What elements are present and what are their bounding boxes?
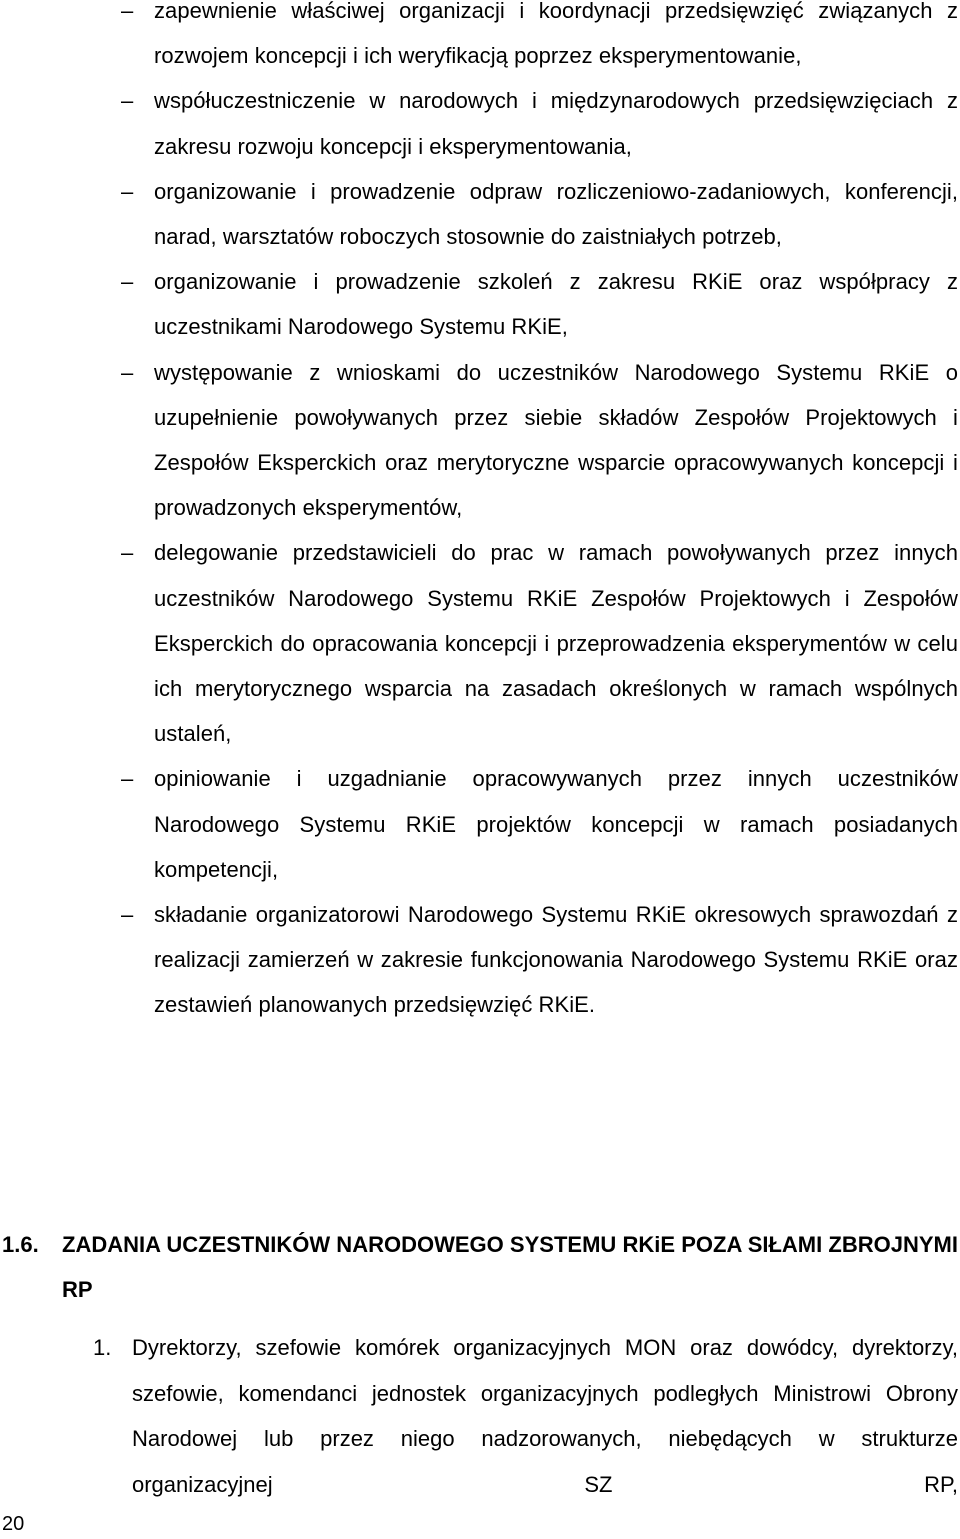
numbered-list-item-text: Dyrektorzy, szefowie komórek organizacyjnych MON oraz dowódcy, dyrektorzy, szefowie, komendanci jednostek organizacyjnych podległych Ministrowi Obrony Narodowej lub przez niego nadzorowanych, niebędących w strukturze organizacyjnej SZ RP, — [132, 1335, 958, 1497]
dash-marker: – — [121, 178, 134, 204]
list-item — [0, 756, 960, 892]
list-item — [0, 892, 960, 1028]
dash-marker: – — [121, 88, 134, 114]
list-item — [0, 169, 960, 259]
list-number: 1. — [93, 1335, 112, 1360]
section-heading — [0, 1222, 958, 1312]
dash-marker: – — [121, 902, 134, 928]
list-item-text: współuczestniczenie w narodowych i międzynarodowych przedsięwzięciach z zakresu rozwoju koncepcji i eksperymentowania, — [154, 88, 958, 159]
dash-marker: – — [121, 269, 134, 295]
page-number: 20 — [2, 1513, 25, 1535]
section-number: 1.6. — [2, 1232, 39, 1257]
list-item — [0, 259, 960, 349]
list-item — [0, 530, 960, 756]
list-item-text: występowanie z wnioskami do uczestników Narodowego Systemu RKiE o uzupełnienie powoływanych przez siebie składów Zespołów Projektowych i Zespołów Eksperckich oraz merytoryczne wsparcie opracowywanych koncepcji i prowadzonych eksperymentów, — [154, 359, 958, 521]
numbered-list — [0, 1325, 958, 1507]
list-item — [0, 78, 960, 168]
dash-marker: – — [121, 766, 134, 792]
list-item — [0, 350, 960, 531]
list-item-text: zapewnienie właściwej organizacji i koordynacji przedsięwzięć związanych z rozwojem koncepcji i ich weryfikacją poprzez eksperymentowanie, — [154, 0, 958, 69]
list-item-text: organizowanie i prowadzenie szkoleń z zakresu RKiE oraz współpracy z uczestnikami Narodowego Systemu RKiE, — [154, 269, 958, 340]
dash-marker: – — [121, 359, 134, 385]
numbered-list-item — [0, 1325, 958, 1507]
list-item-text: organizowanie i prowadzenie odpraw rozliczeniowo-zadaniowych, konferencji, narad, warsztatów roboczych stosownie do zaistniałych potrzeb, — [154, 178, 958, 250]
section-title: ZADANIA UCZESTNIKÓW NARODOWEGO SYSTEMU RKiE POZA SIŁAMI ZBROJNYMI RP — [62, 1232, 958, 1302]
list-item-text: delegowanie przedstawicieli do prac w ramach powoływanych przez innych uczestników Narodowego Systemu RKiE Zespołów Projektowych i Zespołów Eksperckich do opracowania koncepcji i przeprowadzenia eksperymentów w celu ich merytorycznego wsparcia na zasadach określonych w ramach wspólnych ustaleń, — [154, 540, 958, 747]
dash-marker: – — [121, 0, 134, 23]
list-item-text: opiniowanie i uzgadnianie opracowywanych przez innych uczestników Narodowego Systemu RKiE projektów koncepcji w ramach posiadanych kompetencji, — [154, 766, 958, 882]
list-item-text: składanie organizatorowi Narodowego Systemu RKiE okresowych sprawozdań z realizacji zamierzeń w zakresie funkcjonowania Narodowego Systemu RKiE oraz zestawień planowanych przedsięwzięć RKiE. — [154, 902, 958, 1018]
list-item — [0, 0, 960, 78]
dash-marker: – — [121, 540, 134, 566]
